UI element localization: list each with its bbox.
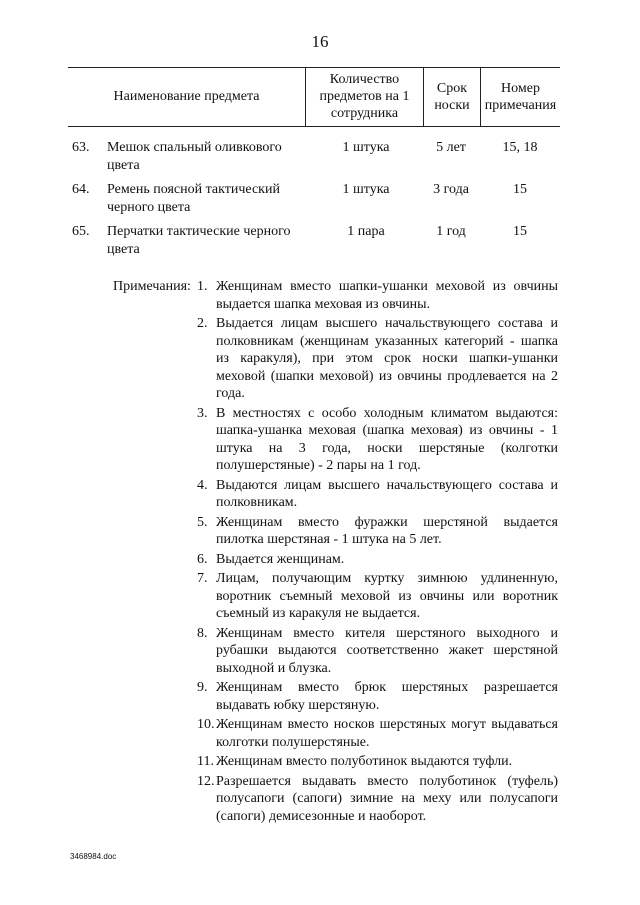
note-number: 8. — [197, 625, 208, 641]
item-note-ref: 15 — [513, 224, 527, 239]
item-name: Мешок спальный оливкового цвета — [107, 140, 282, 173]
row-number: 65. — [72, 224, 90, 239]
note-item — [197, 679, 558, 714]
item-term: 1 год — [436, 224, 466, 239]
header-item-name: Наименование предмета — [113, 89, 260, 104]
note-item — [197, 514, 558, 549]
item-quantity: 1 штука — [342, 140, 390, 155]
note-text: В местностях с особо холодным климатом выдаются: шапка-ушанка меховая (шапка меховая) из овчины - 1 штука на 3 года, носки шерстяные (колготки полушерстяные) - 2 пары на 1 год. — [216, 405, 558, 473]
note-number: 2. — [197, 316, 208, 331]
item-term: 5 лет — [436, 140, 466, 155]
note-number: 4. — [197, 477, 208, 493]
table-header-rule — [68, 126, 560, 127]
note-text: Разрешается выдавать вместо полуботинок (туфель) полусапоги (сапоги) зимние на меху или полусапоги (сапоги) демисезонные и наоборот. — [216, 773, 558, 824]
item-term: 3 года — [433, 182, 469, 197]
note-item — [197, 625, 558, 678]
note-number: 10. — [197, 717, 215, 732]
note-text: Женщинам вместо полуботинок выдаются туфли. — [216, 754, 513, 769]
note-text: Выдаются лицам высшего начальствующего состава и полковникам. — [216, 477, 558, 510]
note-number: 5. — [197, 514, 208, 530]
note-text: Женщинам вместо шапки-ушанки меховой из овчины выдается шапка меховая из овчины. — [216, 279, 558, 312]
note-number: 12. — [197, 773, 215, 789]
note-number: 3. — [197, 405, 208, 421]
note-text: Женщинам вместо фуражки шерстяной выдается пилотка шерстяная - 1 штука на 5 лет. — [216, 514, 558, 547]
header-wear-term: Срок носки — [434, 80, 470, 113]
note-item — [197, 278, 558, 313]
notes-label: Примечания: — [113, 279, 191, 294]
note-item — [197, 315, 558, 403]
page-number: 16 — [311, 32, 329, 51]
item-name: Ремень поясной тактический черного цвета — [107, 182, 280, 215]
row-number: 63. — [72, 140, 90, 155]
note-text: Женщинам вместо кителя шерстяного выходного и рубашки выдаются соответственно жакет шерстяной выходной и блузка. — [216, 625, 558, 676]
note-text: Женщинам вместо брюк шерстяных разрешается выдавать юбку шерстяную. — [216, 680, 558, 713]
row-number: 64. — [72, 182, 90, 197]
note-text: Выдается женщинам. — [216, 551, 345, 567]
note-number: 7. — [197, 571, 208, 586]
note-text: Выдается лицам высшего начальствующего состава и полковникам (женщинам указанных категорий - шапка из каракуля), при этом срок носки шапки-ушанки меховой (шапки меховой) из овчины продлевается на 2 года. — [216, 316, 558, 401]
note-number: 11. — [197, 754, 214, 769]
note-item — [197, 477, 558, 512]
note-number: 9. — [197, 680, 208, 695]
note-item — [197, 753, 558, 771]
header-note-number: Номер примечания — [484, 80, 557, 113]
note-item — [197, 405, 558, 475]
note-number: 6. — [197, 551, 208, 567]
item-quantity: 1 пара — [347, 224, 385, 239]
document-filename: 3468984.doc — [70, 852, 117, 861]
notes-list — [197, 278, 558, 827]
item-name: Перчатки тактические черного цвета — [107, 224, 291, 257]
note-number: 1. — [197, 279, 208, 294]
note-text: Женщинам вместо носков шерстяных могут выдаваться колготки полушерстяные. — [216, 717, 558, 750]
item-quantity: 1 штука — [342, 182, 390, 197]
note-text: Лицам, получающим куртку зимнюю удлиненную, воротник съемный меховой из овчины или воротник съемный из каракуля не выдается. — [216, 571, 558, 621]
header-quantity: Количество предметов на 1 сотрудника — [319, 72, 410, 121]
note-item — [197, 716, 558, 751]
item-note-ref: 15 — [513, 182, 527, 197]
note-item — [197, 773, 558, 826]
note-item — [197, 551, 558, 569]
item-note-ref: 15, 18 — [502, 140, 538, 155]
note-item — [197, 570, 558, 623]
